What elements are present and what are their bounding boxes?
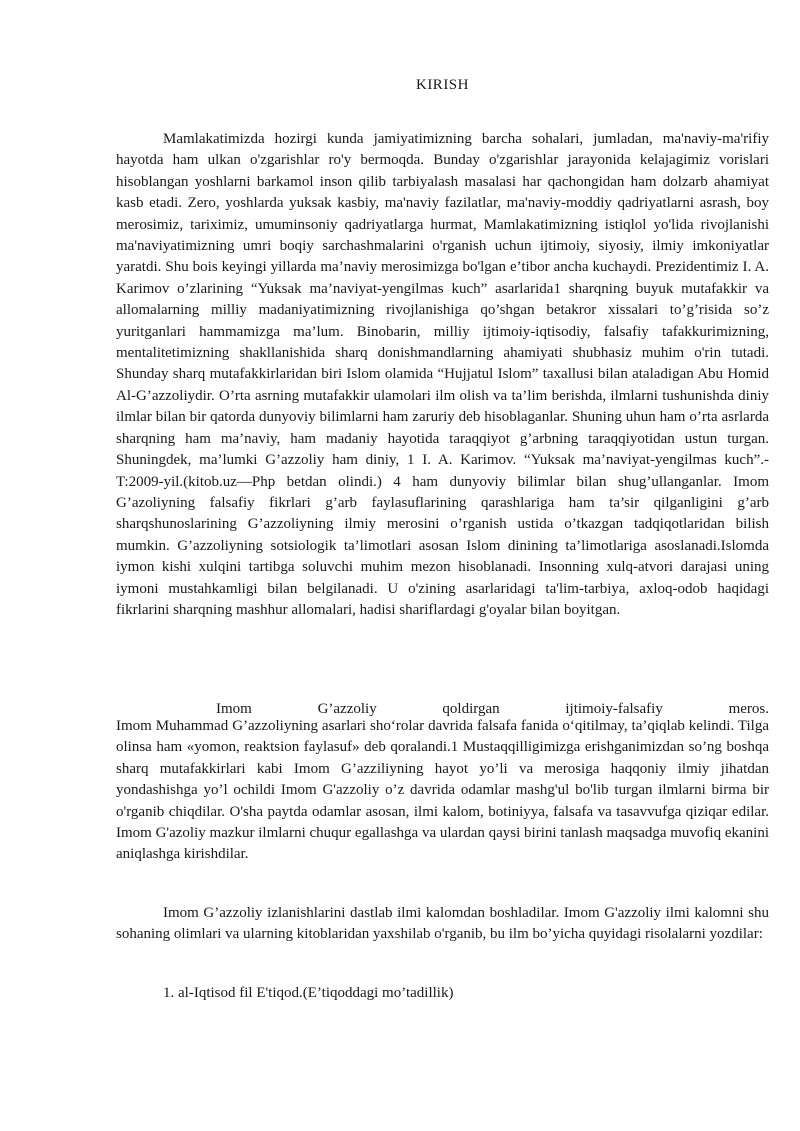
paragraph-legacy: Imom Muhammad G’azzoliyning asarlari sho‘rolar davrida falsafa fanida o‘qitilmay, ta’qiqlab kelindi. Tilga olinsa ham «yomon, reaktsion faylasuf» deb qoralandi.1 Mustaqqilligimizga erishganimizdan so’ng boshqa sharq mutafakkirlari kabi Imom G’azziliyning hayot yo’li va merosiga haqqoniy ilmiy jihatdan yondashishga yo’l ochildi Imom G'azzoliy o’z davrida odamlar mashg'ul bo'lib turgan ilmlarni birma bir o'rganib chiqdilar. O'sha paytda odamlar asosan, ilmi kalom, botiniyya, falsafa va tasavvufga qiziqar edilar. Imom G'azoliy mazkur ilmlarni chuqur egallashga va ulardan qaysi birini tanlash maqsadga muvofiq ekanini aniqlashga kirishdilar. — [116, 718, 769, 863]
paragraph-research: Imom G’azzoliy izlanishlarini dastlab ilmi kalomdan boshladilar. Imom G'azzoliy ilmi kalomni shu sohaning olimlari va ularning kitoblaridan yaxshilab o'rganib, bu ilm bo’yicha quyidagi risolalarni yozdilar: — [116, 905, 769, 943]
paragraph-intro: Mamlakatimizda hozirgi kunda jamiyatimizning barcha sohalari, jumladan, ma'naviy-ma'rifiy hayotda ham ulkan o'zgarishlar ro'y bermoqda. Bunday o'zgarishlar jarayonida kelajagimiz vorislari hisoblangan yoshlarni barkamol inson qilib tarbiyalash masalasi har qachongidan ham dolzarb ahamiyat kasb etadi. Zero, yoshlarda yuksak kasbiy, ma'naviy fazilatlar, ma'naviy-moddiy qadriyatlarni asrash, boy merosimiz, tariximiz, umuminsoniy qadriyatlarga hurmat, Mamlakatimizning istiqlol yo'lida rivojlanishi ma'naviyatimizning umri boqiy sarchashmalarini o'rganish uchun ijtimoiy, siyosiy, ilmiy imkoniyatlar yaratdi. Shu bois keyingi yillarda ma’naviy merosimizga bo'lgan e’tibor ancha kuchaydi. Prezidentimiz I. A. Karimov o’zlarining “Yuksak ma’naviyat-yengilmas kuch” asarlarida1 sharqning buyuk mutafakkir va allomalarning milliy madaniyatimizning rivojlanishiga qo’shgan betakror xissalari to’g’risida so’z yuritganlari hammamizga ma’lum. Binobarin, milliy ijtimoiy-iqtisodiy, falsafiy tafakkurimizning, mentalitetimizning shakllanishida sharq donishmandlarning ahamiyati shubhasiz muhim o'rin tutadi. Shunday sharq mutafakkirlaridan biri Islom olamida “Hujjatul Islom” taxallusi bilan ataladigan Abu Homid Al-G’azzoliydir. O’rta asrning mutafakkir ulamolari ilm olish va ta’lim berishda, ilmlarni tushunishda diniy ilmlar bilan bir qatorda dunyoviy bilimlarni ham zaruriy deb hisoblaganlar. Shuning uhun ham o’rta asrlarda sharqning ham ma’naviy, ham madaniy hayotida taraqqiyot g’arbning taraqqiyotidan ustun turgan. Shuningdek, ma’lumki G’azzoliy ham diniy, 1 I. A. Karimov. “Yuksak ma’naviyat-yengilmas kuch”.- T:2009-yil.(kitob.uz—Php betdan olindi.) 4 ham dunyoviy bilimlar bilan shug’ullanganlar. Imom G’azoliyning falsafiy fikrlari g’arb faylasuflarining qarashlariga ham ta’sir qilganligini g’arb sharqshunoslarining G’azzoliyning ilmiy merosini o’rganish ustida o’tkazgan tadqiqotlaridan bilish mumkin. G’azzoliyning sotsiologik ta’limotlari asosan Islom dinining ta’limotlariga asoslanadi.Islomda iymon kishi xulqini tartibga soluvchi muhim mezon hisoblanadi. Insonning xulq-atvori darajasi uning iymoni mustahkamligi bilan belgilanadi. U o'zining asarlaridagi ta'lim-tarbiya, axloq-odob haqidagi fikrlarini sharqning mashhur allomalari, hadisi shariflardagi g'oyalar bilan boyitgan. — [116, 131, 769, 618]
list-item: 1. al-Iqtisod fil E'tiqod.(E’tiqoddagi mo’tadillik) — [163, 985, 454, 1001]
page-title: KIRISH — [415, 77, 469, 93]
heading-word: qoldirgan — [442, 701, 500, 717]
heading-word: Imom — [216, 701, 252, 717]
heading-word: G’azzoliy — [317, 701, 377, 717]
heading-word: ijtimoiy-falsafiy — [565, 701, 663, 717]
heading-word: meros. — [728, 701, 769, 717]
